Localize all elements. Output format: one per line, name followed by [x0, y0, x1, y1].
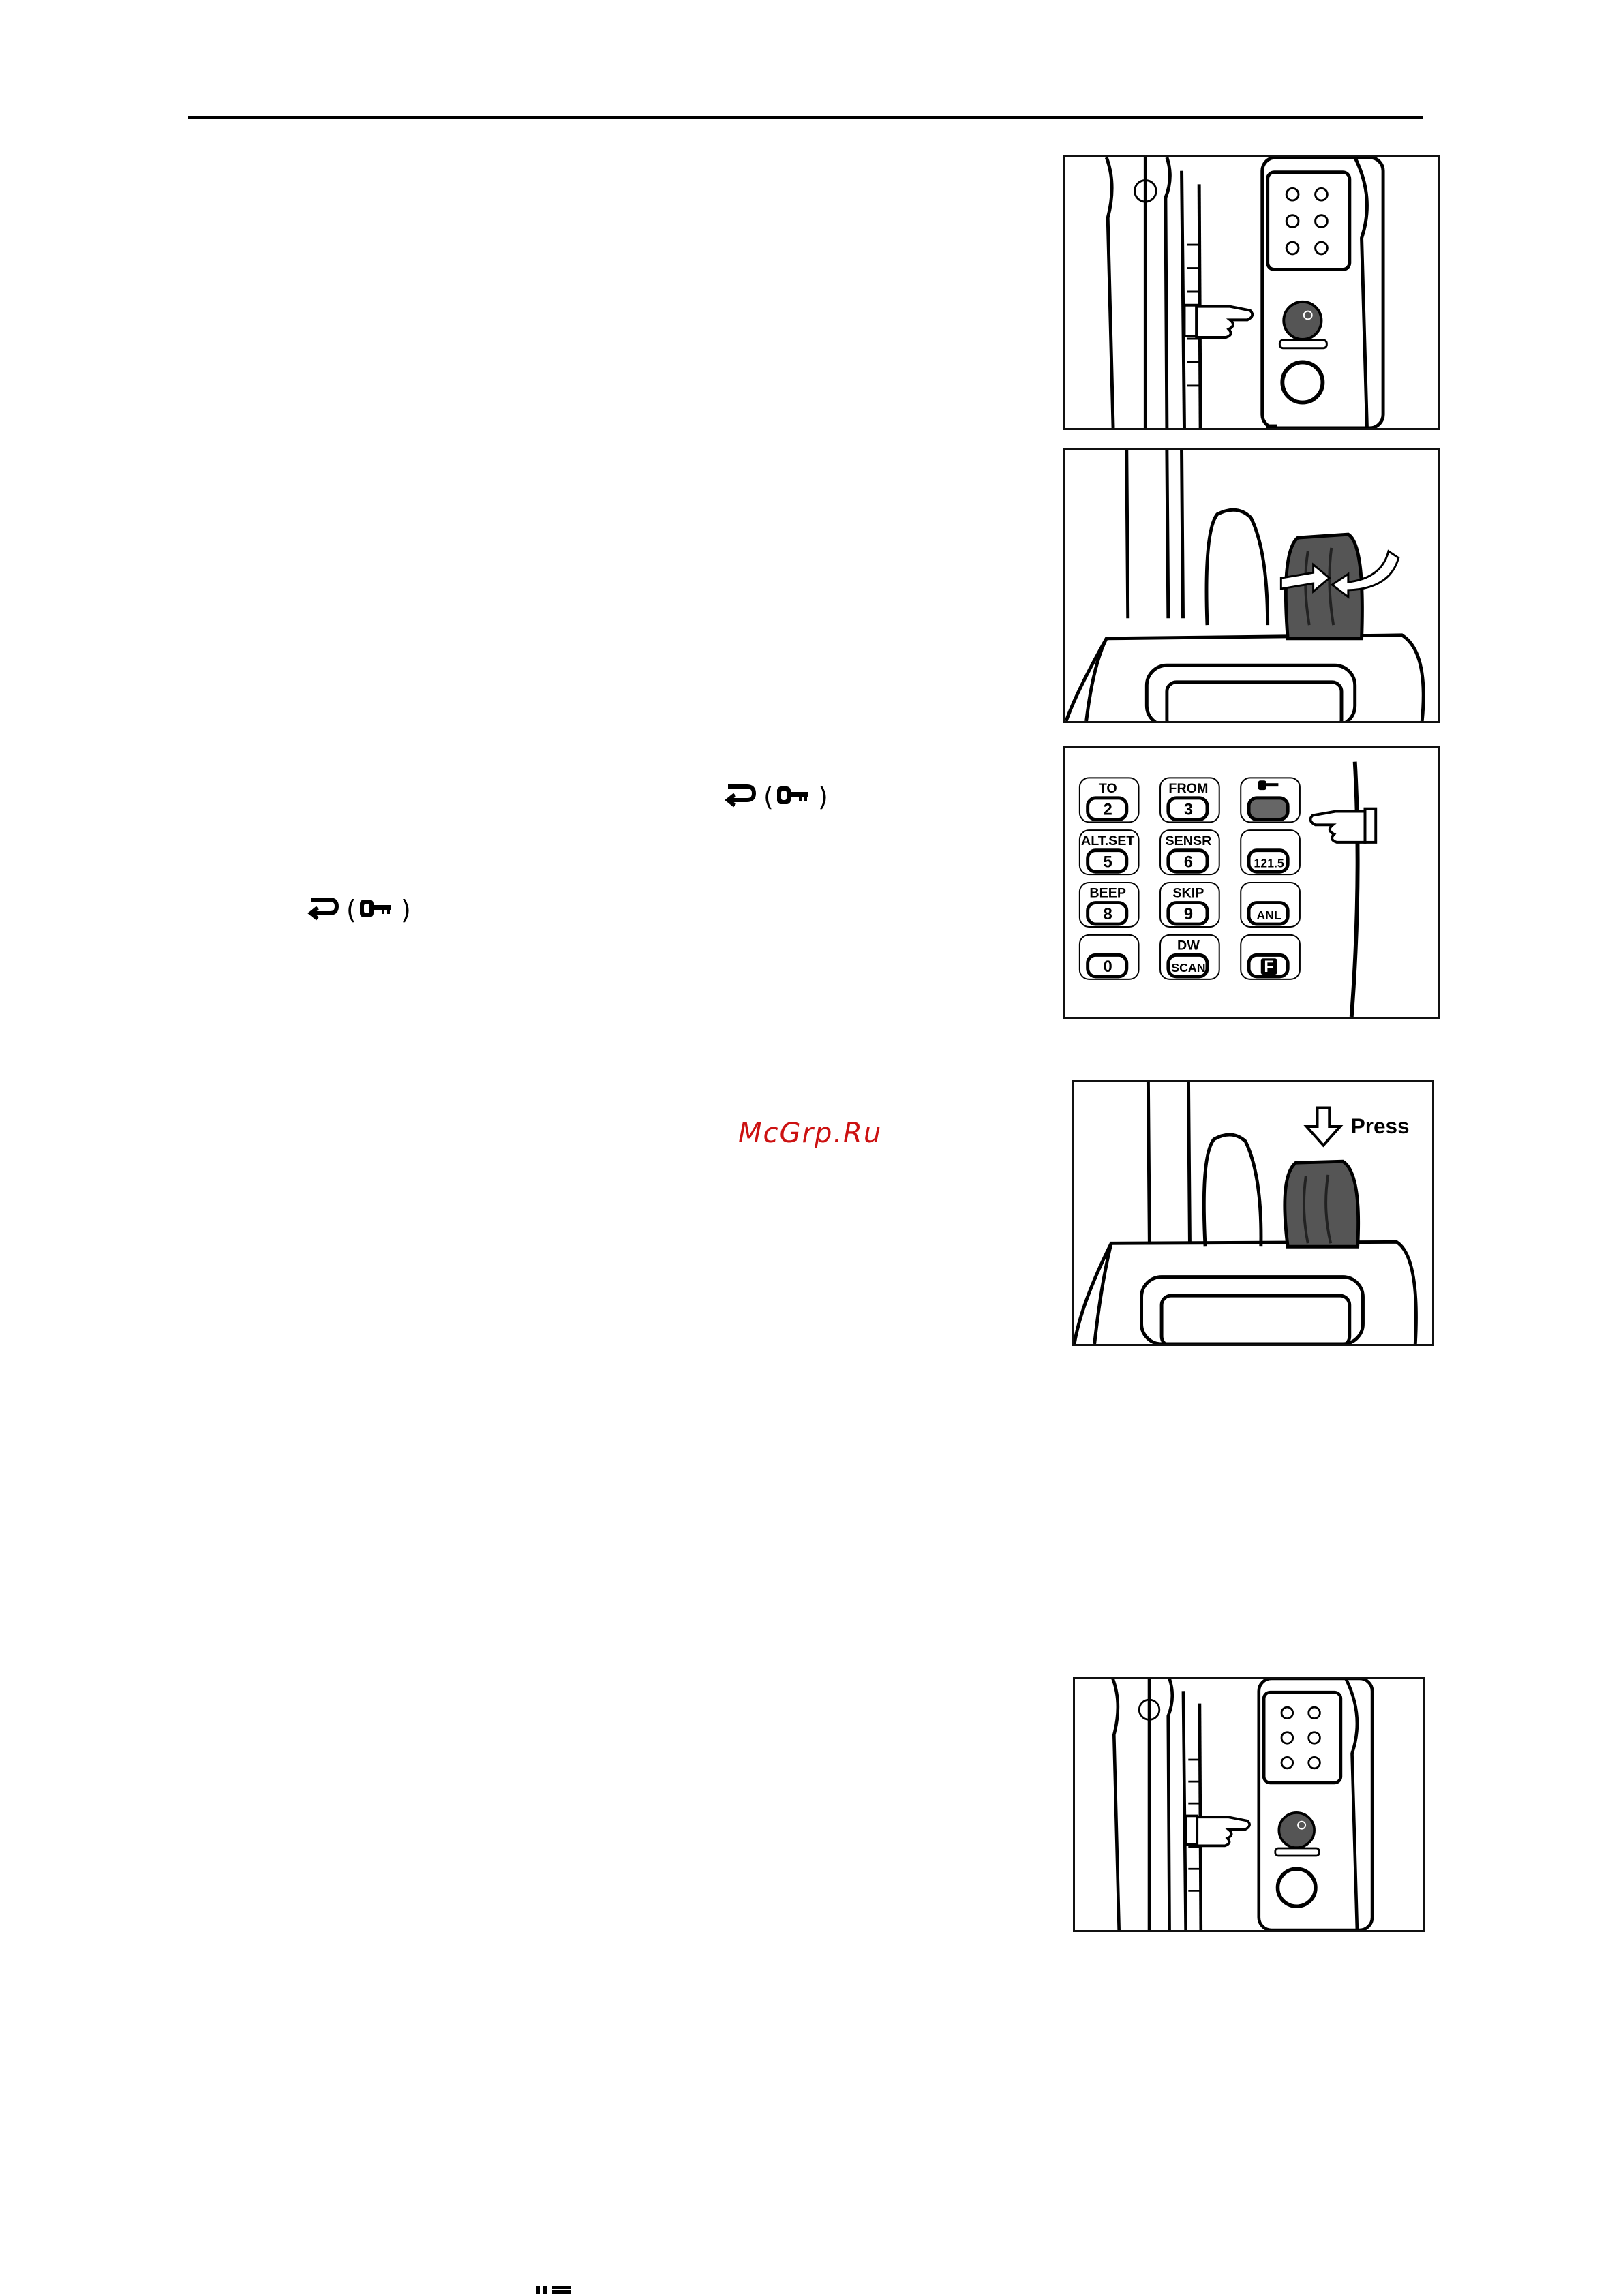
return-arrow-icon	[728, 786, 754, 806]
keypad-key-top-label: SENSR	[1165, 833, 1212, 848]
keypad-key-top-label: BEEP	[1089, 885, 1127, 901]
keypad-key-cap-label: 9	[1183, 906, 1193, 924]
return-arrow-icon	[311, 900, 337, 919]
keypad-illustration	[1065, 748, 1438, 1017]
keypad-key-cap-label: 3	[1183, 801, 1193, 819]
figure-knob-rotate	[1063, 448, 1440, 723]
keypad-key-top-label: TO	[1098, 781, 1117, 797]
bottom-page-mark	[536, 2284, 590, 2294]
figure-side-button-press	[1063, 155, 1440, 430]
watermark: McGrp.Ru	[738, 1118, 883, 1149]
keypad-key	[1160, 883, 1219, 927]
pointing-hand-icon	[1310, 809, 1376, 842]
press-label: Press	[1350, 1113, 1410, 1138]
keypad-key-cap-label: 5	[1103, 853, 1112, 872]
key-lock-icon	[1258, 780, 1279, 790]
keypad-key-cap-label: 2	[1103, 801, 1112, 819]
keypad-key-cap-label: F	[1264, 958, 1274, 977]
radio-side-illustration	[1065, 157, 1438, 428]
key-lock-icon	[360, 900, 391, 917]
inline-return-key-symbol	[723, 777, 845, 815]
figure-keypad-lock	[1063, 746, 1440, 1019]
keypad-key-top-label: DW	[1177, 938, 1200, 953]
pointing-hand-icon	[1186, 1816, 1250, 1846]
keypad-key-cap-label: 6	[1183, 853, 1193, 872]
svg-text:(: (	[763, 782, 774, 812]
key-lock-icon	[777, 786, 808, 804]
keypad-key	[1160, 935, 1219, 979]
keypad-key	[1160, 830, 1219, 874]
keypad-key	[1241, 883, 1300, 927]
keypad-key	[1241, 830, 1300, 874]
svg-text:): )	[818, 782, 828, 812]
keypad-key-top-label: FROM	[1168, 781, 1209, 797]
svg-text:): )	[401, 895, 411, 925]
keypad-key-top-label: ALT.SET	[1081, 833, 1135, 848]
keypad-key	[1241, 935, 1300, 979]
keypad-key	[1080, 883, 1139, 927]
figure-side-button-press-2	[1073, 1677, 1425, 1932]
keypad-key	[1241, 778, 1300, 822]
keypad-key	[1080, 935, 1139, 979]
radio-top-rotate-illustration	[1065, 450, 1438, 721]
keypad-key-top-label: SKIP	[1172, 885, 1204, 901]
keypad-key-cap-label: 0	[1103, 958, 1112, 977]
keypad-key-cap-label: SCAN	[1171, 961, 1206, 975]
keypad-key-cap-label: 8	[1103, 906, 1112, 924]
keypad-key	[1160, 778, 1219, 822]
keypad-key	[1080, 830, 1139, 874]
keypad-key	[1080, 778, 1139, 822]
header-rule	[188, 116, 1423, 119]
radio-side-illustration-2	[1075, 1679, 1423, 1930]
svg-text:(: (	[346, 895, 357, 925]
down-arrow-icon	[1307, 1107, 1340, 1145]
pointing-hand-icon	[1184, 305, 1252, 337]
keypad-key-cap-label: ANL	[1256, 908, 1281, 923]
keypad-key-cap-label: 121.5	[1254, 856, 1284, 870]
figure-knob-press	[1072, 1080, 1434, 1346]
inline-return-key-symbol-2	[305, 890, 428, 928]
radio-top-press-illustration	[1074, 1082, 1432, 1344]
